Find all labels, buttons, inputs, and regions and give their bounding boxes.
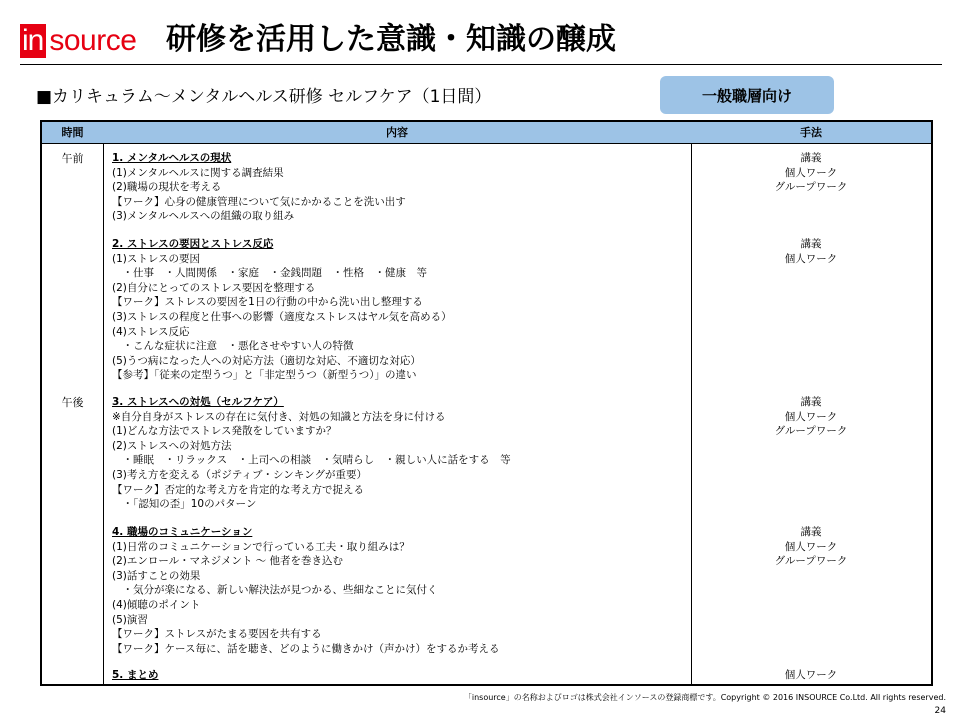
section-line: ・こんな症状に注意 ・悪化させやすい人の特徴 — [112, 340, 354, 353]
method-column — [691, 122, 931, 684]
logo-in-mark: in — [20, 24, 46, 58]
section-line: (4)傾聴のポイント — [112, 598, 201, 611]
section-line: (3)ストレスの程度と仕事への影響（適度なストレスはヤル気を高める） — [112, 310, 452, 323]
page-number: 24 — [934, 706, 946, 716]
section-line: (3)考え方を変える（ポジティブ・シンキングが重要） — [112, 468, 367, 481]
method-label: 個人ワーク — [784, 540, 838, 553]
method-label: グループワーク — [774, 425, 848, 438]
curriculum-section-1 — [112, 151, 687, 224]
methods-section-2 — [691, 237, 931, 266]
method-label: 個人ワーク — [784, 410, 838, 423]
section-line: (1)メンタルヘルスに関する調査結果 — [112, 166, 284, 179]
method-label: 講義 — [800, 152, 822, 164]
method-label: 個人ワーク — [784, 166, 838, 179]
method-label: 講義 — [800, 526, 822, 538]
section-line: ・仕事 ・人間関係 ・家庭 ・金銭問題 ・性格 ・健康 等 — [112, 267, 427, 280]
section-line: (2)自分にとってのストレス要因を整理する — [112, 281, 316, 294]
methods-section-4 — [691, 525, 931, 569]
section-line: 【ワーク】否定的な考え方を肯定的な考え方で捉える — [112, 483, 364, 496]
method-label: 講義 — [800, 238, 822, 250]
content-column — [103, 122, 692, 684]
section-line: 【ワーク】ストレスがたまる要因を共有する — [112, 628, 322, 641]
methods-section-3 — [691, 395, 931, 439]
section-title: 3. ストレスへの対処（セルフケア） — [112, 396, 284, 408]
copyright-footer: 「insource」の名称およびロゴは株式会社インソースの登録商標です。Copyright © 2016 INSOURCE Co.Ltd. All rights reserved. — [463, 693, 946, 702]
company-logo — [20, 24, 136, 58]
section-line: 【ワーク】心身の健康管理について気にかかることを洗い出す — [112, 195, 406, 208]
curriculum-section-5 — [112, 668, 687, 683]
section-line: ※自分自身がストレスの存在に気付き、対処の知識と方法を身に付ける — [112, 410, 446, 423]
section-line: (4)ストレス反応 — [112, 325, 190, 338]
method-label: 個人ワーク — [784, 252, 838, 265]
method-label: グループワーク — [774, 555, 848, 568]
curriculum-table — [40, 120, 933, 686]
section-line: 【参考】「従来の定型うつ」と「非定型うつ（新型うつ）」の違い — [112, 369, 417, 382]
curriculum-section-4 — [112, 525, 687, 656]
section-line: (1)日常のコミュニケーションで行っている工夫・取り組みは？ — [112, 540, 410, 553]
section-title: 1. メンタルヘルスの現状 — [112, 152, 232, 164]
method-label: 個人ワーク — [784, 669, 838, 681]
curriculum-section-2 — [112, 237, 687, 383]
time-label-afternoon: 午後 — [61, 396, 84, 409]
section-title: 2. ストレスの要因とストレス反応 — [112, 238, 274, 250]
section-line: (5)うつ病になった人への対応方法（適切な対応、不適切な対応） — [112, 354, 421, 367]
section-line: (2)エンロール・マネジメント ～ 他者を巻き込む — [112, 555, 344, 568]
time-label-morning: 午前 — [61, 152, 84, 165]
section-line: (3)話すことの効果 — [112, 569, 201, 582]
header-time: 時間 — [42, 122, 103, 144]
page-title: 研修を活用した意識・知識の醸成 — [166, 22, 616, 57]
time-column — [42, 122, 104, 684]
section-line: ・睡眠 ・リラックス ・上司への相談 ・気晴らし ・親しい人に話をする 等 — [112, 454, 511, 467]
section-line: 【ワーク】ストレスの要因を1日の行動の中から洗い出し整理する — [112, 296, 423, 309]
methods-section-1 — [691, 151, 931, 195]
section-line: (3)メンタルヘルスへの組織の取り組み — [112, 210, 295, 223]
methods-section-5 — [691, 668, 931, 683]
section-line: (2)職場の現状を考える — [112, 181, 222, 194]
section-line: 【ワーク】ケース毎に、話を聴き、どのように働きかけ（声かけ）をするか考える — [112, 642, 500, 655]
section-line: ・気分が楽になる、新しい解決法が見つかる、些細なことに気付く — [112, 584, 438, 597]
title-divider — [20, 64, 942, 65]
section-line: (2)ストレスへの対処方法 — [112, 439, 232, 452]
section-line: (5)演習 — [112, 613, 148, 626]
section-title: 4. 職場のコミュニケーション — [112, 526, 253, 538]
section-line: (1)ストレスの要因 — [112, 252, 201, 265]
section-line: (1)どんな方法でストレス発散をしていますか？ — [112, 425, 337, 438]
section-title: 5. まとめ — [112, 669, 159, 681]
header-method: 手法 — [691, 122, 931, 144]
target-audience-badge: 一般職層向け — [660, 76, 834, 114]
logo-wordmark: source — [49, 24, 137, 57]
method-label: 講義 — [800, 396, 822, 408]
section-line: ・「認知の歪」10のパターン — [112, 498, 257, 511]
header-content: 内容 — [103, 122, 691, 144]
curriculum-section-3 — [112, 395, 687, 512]
section-heading: ■カリキュラム～メンタルヘルス研修 セルフケア（1日間） — [36, 87, 492, 107]
method-label: グループワーク — [774, 181, 848, 194]
